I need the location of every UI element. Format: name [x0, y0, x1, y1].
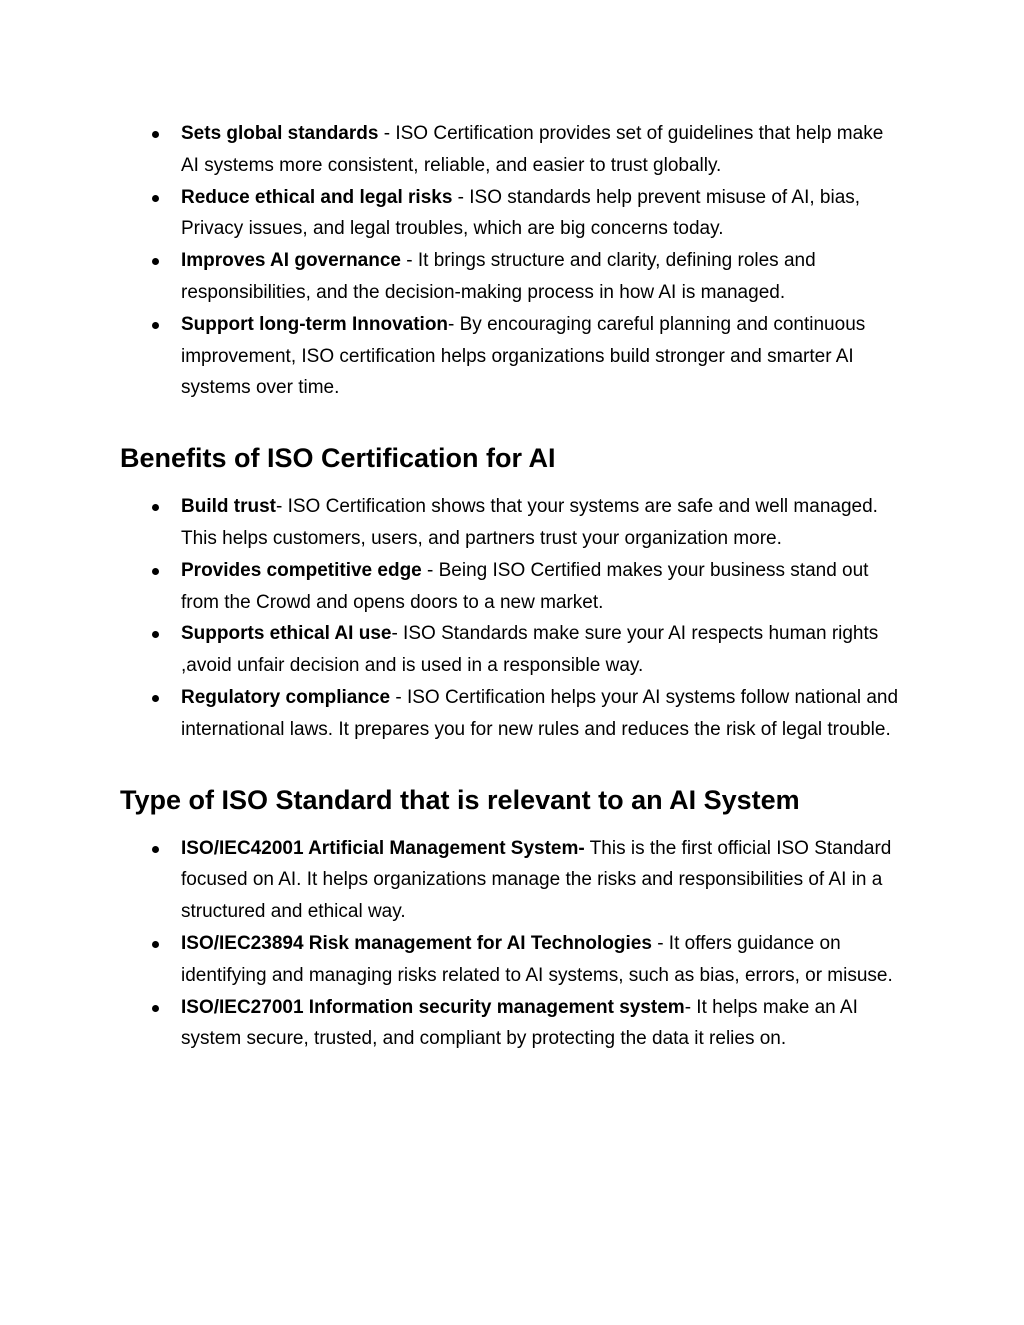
item-text: This is the first official ISO Standard focused on AI. It helps organizations manage the risks and responsibilities of AI in a structured and ethical way. [181, 837, 892, 923]
item-term: Build trust [181, 496, 276, 518]
list-item [120, 245, 904, 309]
bullet-icon [152, 504, 159, 511]
item-text: - ISO Certification provides set of guidelines that help make AI systems more consistent, reliable, and easier to trust globally. [181, 123, 884, 176]
bullet-list-benefits [120, 491, 904, 745]
item-term: Sets global standards [181, 123, 379, 144]
list-item [120, 618, 904, 682]
item-term: ISO/IEC23894 Risk management for AI Technologies [181, 932, 652, 954]
bullet-icon [152, 631, 159, 638]
bullet-icon [152, 1005, 159, 1012]
bullet-icon [152, 695, 159, 702]
list-item [120, 833, 904, 928]
list-item [120, 682, 904, 746]
bullet-icon [152, 131, 159, 138]
item-term: Regulatory compliance [181, 686, 391, 708]
list-item [120, 491, 904, 555]
item-text: - ISO Standards make sure your AI respects human rights ,avoid unfair decision and is used in a responsible way. [181, 623, 879, 677]
item-term: Reduce ethical and legal risks [181, 186, 453, 208]
list-item [120, 555, 904, 619]
item-term: ISO/IEC27001 Information security management system [181, 996, 685, 1018]
list-item [120, 928, 904, 992]
section-heading-iso-types: Type of ISO Standard that is relevant to an AI System [120, 784, 800, 815]
item-term: Supports ethical AI use [181, 623, 392, 645]
item-text: - Being ISO Certified makes your business stand out from the Crowd and opens doors to a new market. [181, 559, 869, 613]
item-term: Improves AI governance [181, 250, 401, 272]
item-text: - It helps make an AI system secure, trusted, and compliant by protecting the data it relies on. [181, 996, 858, 1050]
item-text: - ISO Certification helps your AI systems follow national and international laws. It prepares you for new rules and reduces the risk of legal trouble. [181, 686, 899, 740]
list-item [120, 182, 904, 246]
item-text: - ISO Certification shows that your systems are safe and well managed. This helps customers, users, and partners trust your organization more. [181, 496, 878, 549]
item-text: - It brings structure and clarity, defining roles and responsibilities, and the decision-making process in how AI is managed. [181, 250, 816, 303]
item-term: ISO/IEC42001 Artificial Management System- [181, 837, 585, 859]
item-term: Provides competitive edge [181, 559, 422, 581]
bullet-icon [152, 322, 159, 329]
bullet-icon [152, 258, 159, 265]
bullet-icon [152, 568, 159, 575]
bullet-icon [152, 195, 159, 202]
list-item [120, 992, 904, 1056]
section-heading-benefits: Benefits of ISO Certification for AI [120, 443, 556, 474]
bullet-list-iso-types [120, 833, 904, 1056]
bullet-icon [152, 941, 159, 948]
list-item [120, 118, 904, 182]
bullet-list-iso-purpose [120, 118, 904, 404]
item-text: - By encouraging careful planning and continuous improvement, ISO certification helps organizations build stronger and smarter AI systems over time. [181, 313, 866, 399]
item-text: - ISO standards help prevent misuse of AI, bias, Privacy issues, and legal troubles, which are big concerns today. [181, 186, 861, 240]
bullet-icon [152, 846, 159, 853]
list-item [120, 309, 904, 404]
item-term: Support long-term Innovation [181, 313, 449, 335]
item-text: - It offers guidance on identifying and managing risks related to AI systems, such as bias, errors, or misuse. [181, 932, 893, 986]
